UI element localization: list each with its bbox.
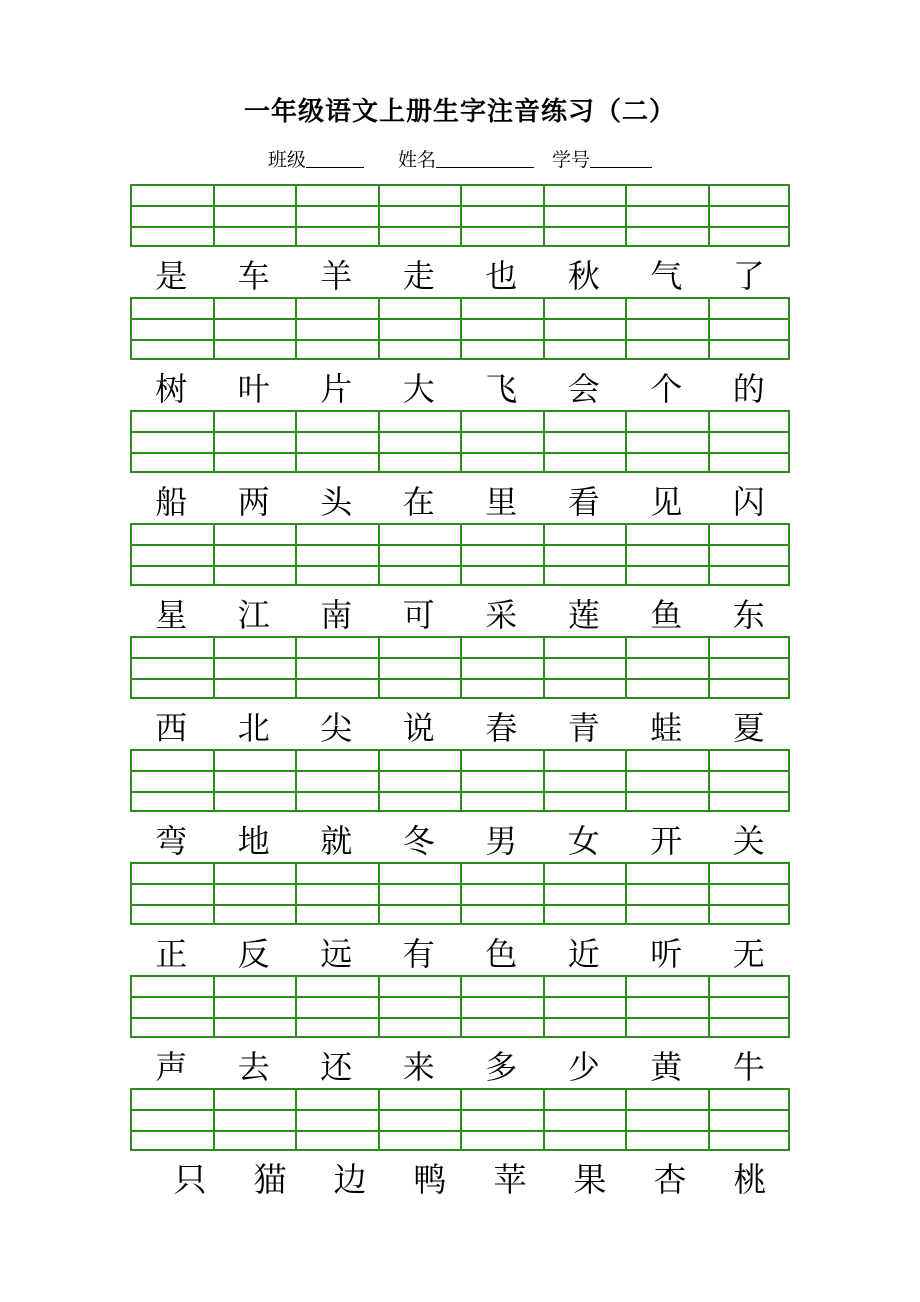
hanzi-character: 鱼 [650,596,683,634]
grid-column-divider [708,412,710,471]
grid-column-divider [625,525,627,584]
grid-column-divider [213,299,215,358]
hanzi-character: 苹 [493,1160,527,1199]
student-info-line [0,146,920,174]
grid-column-divider [708,299,710,358]
hanzi-character: 色 [485,935,518,973]
hanzi-character: 走 [402,257,435,295]
hanzi-character: 正 [155,935,188,973]
grid-column-divider [543,412,545,471]
pinyin-grid[interactable] [130,862,790,925]
grid-column-divider [378,525,380,584]
class-blank[interactable] [306,149,364,168]
hanzi-character: 还 [320,1048,353,1086]
hanzi-character: 地 [237,822,270,860]
hanzi-character: 来 [402,1048,435,1086]
grid-column-divider [460,864,462,923]
hanzi-character: 飞 [485,370,518,408]
hanzi-character: 江 [237,596,270,634]
character-row [130,819,790,863]
hanzi-character: 无 [732,935,765,973]
pinyin-grid[interactable] [130,184,790,247]
hanzi-character: 春 [485,709,518,747]
hanzi-character: 关 [732,822,765,860]
grid-column-divider [460,751,462,810]
hanzi-character: 在 [402,483,435,521]
hanzi-character: 少 [567,1048,600,1086]
hanzi-character: 叶 [237,370,270,408]
grid-column-divider [213,186,215,245]
character-row [130,367,790,411]
grid-column-divider [708,977,710,1036]
character-row [130,593,790,637]
hanzi-character: 男 [485,822,518,860]
hanzi-character: 可 [402,596,435,634]
pinyin-grid[interactable] [130,410,790,473]
pinyin-grid[interactable] [130,975,790,1038]
grid-column-divider [378,186,380,245]
hanzi-character: 星 [155,596,188,634]
name-field [398,146,534,174]
hanzi-character: 东 [732,596,765,634]
grid-column-divider [543,299,545,358]
hanzi-character: 牛 [732,1048,765,1086]
grid-column-divider [460,638,462,697]
grid-column-divider [708,751,710,810]
grid-column-divider [295,864,297,923]
grid-column-divider [625,864,627,923]
hanzi-character: 说 [402,709,435,747]
hanzi-character: 声 [155,1048,188,1086]
grid-column-divider [625,977,627,1036]
hanzi-character: 秋 [567,257,600,295]
hanzi-character: 黄 [650,1048,683,1086]
hanzi-character: 去 [237,1048,270,1086]
hanzi-character: 北 [237,709,270,747]
hanzi-character: 个 [650,370,683,408]
page-title: 一年级语文上册生字注音练习（二） [243,97,676,127]
hanzi-character: 看 [567,483,600,521]
hanzi-character: 近 [567,935,600,973]
grid-column-divider [295,977,297,1036]
hanzi-character: 西 [155,709,188,747]
grid-column-divider [625,412,627,471]
grid-column-divider [708,864,710,923]
grid-column-divider [543,751,545,810]
character-row [130,706,790,750]
hanzi-character: 树 [155,370,188,408]
number-label: 学号 [552,149,591,171]
hanzi-character: 听 [650,935,683,973]
pinyin-grid[interactable] [130,1088,790,1151]
hanzi-character: 羊 [320,257,353,295]
grid-column-divider [625,186,627,245]
grid-column-divider [213,864,215,923]
hanzi-character: 猫 [253,1160,287,1199]
pinyin-grid[interactable] [130,523,790,586]
hanzi-character: 蛙 [650,709,683,747]
hanzi-character: 青 [567,709,600,747]
hanzi-character: 夏 [732,709,765,747]
class-field [268,146,364,174]
name-label: 姓名 [397,149,436,171]
grid-column-divider [543,525,545,584]
hanzi-character: 头 [320,483,353,521]
hanzi-character: 只 [173,1160,207,1199]
grid-column-divider [708,638,710,697]
hanzi-character: 女 [567,822,600,860]
number-blank[interactable] [590,149,652,168]
hanzi-character: 开 [650,822,683,860]
grid-column-divider [460,977,462,1036]
grid-column-divider [295,1090,297,1149]
hanzi-character: 南 [320,596,353,634]
hanzi-character: 片 [320,370,353,408]
grid-column-divider [295,412,297,471]
grid-column-divider [543,1090,545,1149]
grid-column-divider [625,299,627,358]
hanzi-character: 桃 [733,1160,767,1199]
grid-column-divider [460,525,462,584]
grid-column-divider [543,864,545,923]
grid-column-divider [460,1090,462,1149]
grid-column-divider [543,186,545,245]
hanzi-character: 大 [402,370,435,408]
grid-column-divider [378,412,380,471]
hanzi-character: 有 [402,935,435,973]
pinyin-grid[interactable] [130,297,790,360]
grid-column-divider [378,864,380,923]
grid-column-divider [213,751,215,810]
grid-column-divider [213,412,215,471]
name-blank[interactable] [436,149,534,168]
grid-column-divider [295,525,297,584]
hanzi-character: 见 [650,483,683,521]
hanzi-character: 边 [333,1160,367,1199]
grid-column-divider [378,751,380,810]
pinyin-grid[interactable] [130,749,790,812]
character-row [150,1158,790,1202]
hanzi-character: 鸭 [413,1160,447,1199]
grid-column-divider [625,638,627,697]
hanzi-character: 车 [237,257,270,295]
hanzi-character: 莲 [567,596,600,634]
hanzi-character: 尖 [320,709,353,747]
grid-column-divider [460,299,462,358]
character-row [130,1045,790,1089]
grid-column-divider [378,1090,380,1149]
hanzi-character: 了 [732,257,765,295]
grid-column-divider [213,977,215,1036]
grid-column-divider [295,751,297,810]
grid-column-divider [625,1090,627,1149]
hanzi-character: 远 [320,935,353,973]
hanzi-character: 杏 [653,1160,687,1199]
grid-column-divider [213,1090,215,1149]
character-row [130,480,790,524]
grid-column-divider [543,638,545,697]
hanzi-character: 采 [485,596,518,634]
grid-column-divider [460,412,462,471]
grid-column-divider [295,186,297,245]
grid-column-divider [378,638,380,697]
hanzi-character: 也 [485,257,518,295]
hanzi-character: 是 [155,257,188,295]
grid-column-divider [295,299,297,358]
hanzi-character: 冬 [402,822,435,860]
grid-column-divider [708,525,710,584]
hanzi-character: 弯 [155,822,188,860]
number-field [552,146,652,174]
hanzi-character: 反 [237,935,270,973]
hanzi-character: 的 [732,370,765,408]
grid-column-divider [543,977,545,1036]
hanzi-character: 闪 [732,483,765,521]
grid-column-divider [460,186,462,245]
class-label: 班级 [267,149,306,171]
hanzi-character: 气 [650,257,683,295]
grid-column-divider [213,525,215,584]
grid-column-divider [708,1090,710,1149]
hanzi-character: 船 [155,483,188,521]
pinyin-grid[interactable] [130,636,790,699]
hanzi-character: 就 [320,822,353,860]
hanzi-character: 两 [237,483,270,521]
hanzi-character: 果 [573,1160,607,1199]
grid-column-divider [708,186,710,245]
grid-column-divider [295,638,297,697]
hanzi-character: 会 [567,370,600,408]
hanzi-character: 里 [485,483,518,521]
grid-column-divider [213,638,215,697]
hanzi-character: 多 [485,1048,518,1086]
grid-column-divider [625,751,627,810]
grid-column-divider [378,977,380,1036]
character-row [130,932,790,976]
grid-column-divider [378,299,380,358]
character-row [130,254,790,298]
